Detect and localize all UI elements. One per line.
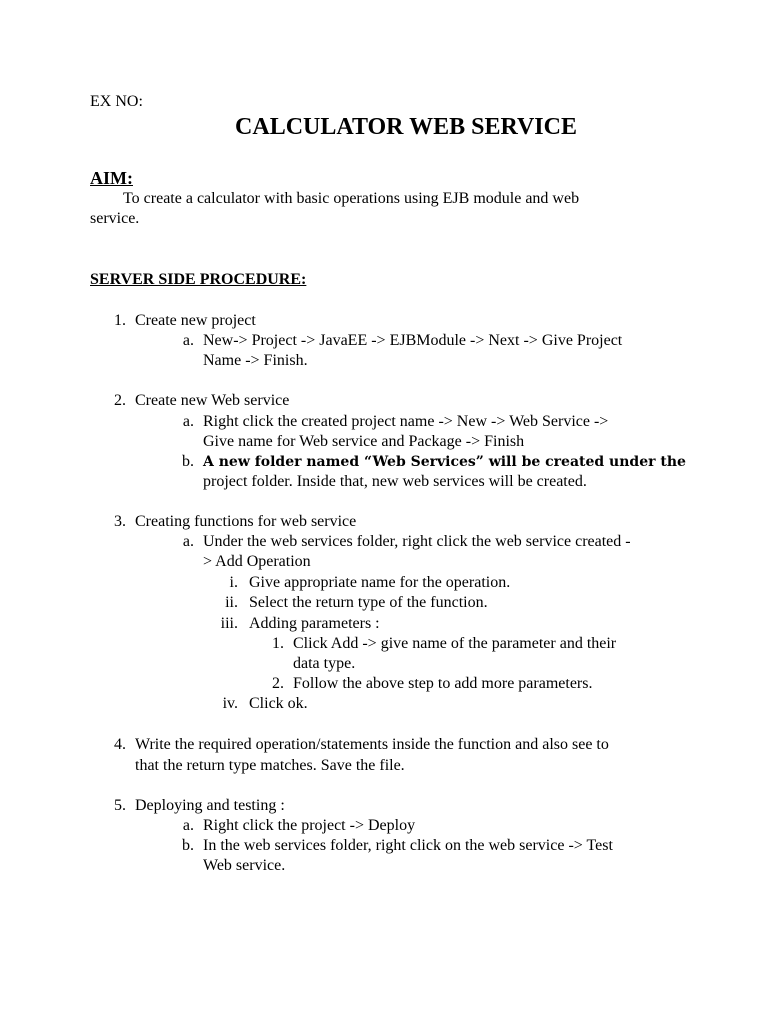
step-2b-line-1: A new folder named “Web Services” will be created under the xyxy=(203,454,686,470)
step-2a-line-1: Right click the created project name -> New -> Web Service -> xyxy=(203,413,609,430)
param-1-line-2: data type. xyxy=(293,655,356,672)
step-2a-label: a. xyxy=(182,413,194,430)
page-title: CALCULATOR WEB SERVICE xyxy=(235,114,577,140)
step-3a-label: a. xyxy=(182,533,194,550)
step-3-number: 3. xyxy=(114,513,126,530)
step-1-number: 1. xyxy=(114,312,126,329)
ex-no-label: EX NO: xyxy=(90,93,143,110)
step-1a-line-1: New-> Project -> JavaEE -> EJBModule -> Next -> Give Project xyxy=(203,332,623,349)
step-2-number: 2. xyxy=(114,392,126,409)
step-5b-label: b. xyxy=(182,837,194,854)
step-5-text: Deploying and testing : xyxy=(135,797,285,814)
step-3a-i-label: i. xyxy=(229,574,238,591)
step-3a-line-2: > Add Operation xyxy=(203,553,311,570)
param-1-line-1: Click Add -> give name of the parameter and their xyxy=(293,635,617,652)
param-2-line-1: Follow the above step to add more parameters. xyxy=(293,675,593,692)
step-5-number: 5. xyxy=(114,797,126,814)
step-3a-iii-text: Adding parameters : xyxy=(249,615,380,632)
step-3a-i-text: Give appropriate name for the operation. xyxy=(249,574,511,591)
step-5a-label: a. xyxy=(182,817,194,834)
step-5b-line-1: In the web services folder, right click on the web service -> Test xyxy=(203,837,613,854)
step-3-text: Creating functions for web service xyxy=(135,513,357,530)
step-5b-line-2: Web service. xyxy=(203,857,286,874)
step-3a-ii-text: Select the return type of the function. xyxy=(249,594,488,611)
step-3a-iv-label: iv. xyxy=(222,695,238,712)
step-1a-line-2: Name -> Finish. xyxy=(203,352,308,369)
step-1-text: Create new project xyxy=(135,312,256,329)
step-2-text: Create new Web service xyxy=(135,392,290,409)
step-4-line-2: that the return type matches. Save the file. xyxy=(135,757,405,774)
aim-text-line-1: To create a calculator with basic operations using EJB module and web xyxy=(123,190,580,207)
param-2-label: 2. xyxy=(272,675,284,692)
step-5a-line-1: Right click the project -> Deploy xyxy=(203,817,416,834)
step-2a-line-2: Give name for Web service and Package -> Finish xyxy=(203,433,525,450)
param-1-label: 1. xyxy=(272,635,284,652)
aim-heading: AIM: xyxy=(90,168,133,188)
aim-text-line-2: service. xyxy=(90,210,140,227)
step-3a-ii-label: ii. xyxy=(225,594,238,611)
step-3a-iii-label: iii. xyxy=(220,615,238,632)
step-3a-iv-text: Click ok. xyxy=(249,695,308,712)
step-3a-line-1: Under the web services folder, right click the web service created - xyxy=(203,533,631,550)
step-4-number: 4. xyxy=(114,736,126,753)
step-4-line-1: Write the required operation/statements inside the function and also see to xyxy=(135,736,609,753)
procedure-heading: SERVER SIDE PROCEDURE: xyxy=(90,271,307,288)
step-2b-line-2: project folder. Inside that, new web services will be created. xyxy=(203,473,587,490)
step-2b-label: b. xyxy=(182,453,194,470)
step-1a-label: a. xyxy=(182,332,194,349)
